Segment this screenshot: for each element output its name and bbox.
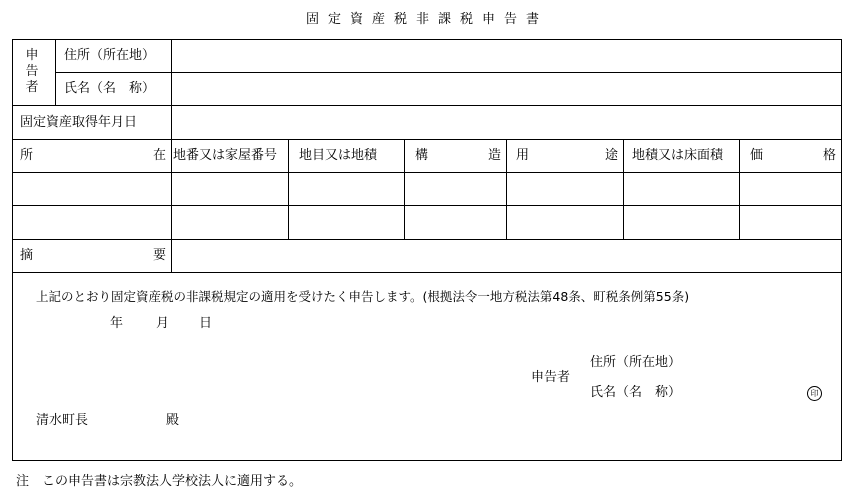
signature-name-label: 氏名（名 称） bbox=[590, 385, 682, 400]
col-header-location: 所 在 bbox=[20, 148, 166, 163]
date-month-label: 月 bbox=[156, 316, 170, 331]
name-input[interactable] bbox=[172, 73, 841, 105]
frame-bottom bbox=[12, 460, 842, 461]
col-header-lot-number: 地番又は家屋番号 bbox=[173, 148, 278, 163]
footnote: 注 この申告書は宗教法人学校法人に適用する。 bbox=[16, 474, 303, 489]
summary-label: 摘 要 bbox=[20, 248, 166, 263]
frame-right bbox=[841, 39, 842, 461]
frame-left bbox=[12, 39, 13, 461]
table-row[interactable] bbox=[13, 173, 841, 205]
date-day-label: 日 bbox=[199, 316, 213, 331]
signature-applicant-label: 申告者 bbox=[531, 370, 571, 385]
summary-input[interactable] bbox=[172, 240, 841, 272]
addressee-label: 清水町長 bbox=[36, 413, 89, 428]
address-input[interactable] bbox=[172, 40, 841, 72]
date-year-label: 年 bbox=[110, 316, 124, 331]
form-title: 固定資産税非課税申告書 bbox=[305, 12, 548, 27]
row-line bbox=[12, 272, 842, 273]
col-header-floor-area: 地積又は床面積 bbox=[632, 148, 724, 163]
seal-icon: 印 bbox=[807, 386, 822, 401]
table-row[interactable] bbox=[13, 206, 841, 239]
col-header-structure: 構 造 bbox=[415, 148, 501, 163]
name-label: 氏名（名 称） bbox=[64, 81, 156, 96]
col-line bbox=[55, 39, 56, 106]
col-header-use: 用 途 bbox=[516, 148, 618, 163]
col-header-land-category: 地目又は地積 bbox=[299, 148, 378, 163]
declaration-statement: 上記のとおり固定資産税の非課税規定の適用を受けたく申告します。(根拠法令一地方税法第48条、町税条例第55条) bbox=[36, 289, 690, 304]
acquired-date-label: 固定資産取得年月日 bbox=[20, 115, 138, 130]
col-header-price: 価 格 bbox=[750, 148, 836, 163]
applicant-side-label: 申 告 者 bbox=[25, 48, 39, 95]
signature-address-label: 住所（所在地） bbox=[590, 355, 682, 370]
row-line bbox=[12, 139, 842, 140]
honorific-label: 殿 bbox=[166, 413, 180, 428]
acquired-date-input[interactable] bbox=[172, 106, 841, 139]
address-label: 住所（所在地） bbox=[64, 48, 156, 63]
